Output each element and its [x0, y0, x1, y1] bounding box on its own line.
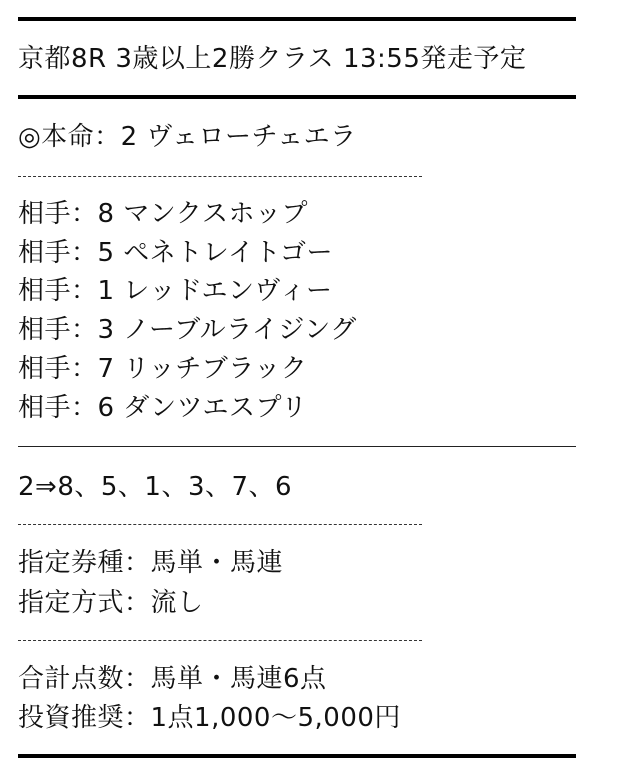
- dashed-divider: [18, 524, 422, 525]
- aite-item: 相手：5 ペネトレイトゴー: [18, 238, 333, 268]
- top-divider: [18, 17, 576, 21]
- stake-recommendation: 投資推奨：1点1,000〜5,000円: [18, 703, 401, 733]
- total-points: 合計点数：馬単・馬連6点: [18, 664, 327, 694]
- race-title: 京都8R 3歳以上2勝クラス 13:55発走予定: [18, 44, 527, 74]
- aite-item: 相手：8 マンクスホップ: [18, 199, 309, 229]
- formation-line: 2⇒8、5、1、3、7、6: [18, 472, 293, 502]
- aite-item: 相手：1 レッドエンヴィー: [18, 276, 333, 306]
- bet-kind: 指定券種：馬単・馬連: [18, 548, 284, 578]
- dashed-divider: [18, 176, 422, 177]
- header-divider: [18, 95, 576, 99]
- section-divider: [18, 446, 576, 447]
- dashed-divider: [18, 640, 422, 641]
- aite-item: 相手：6 ダンツエスプリ: [18, 393, 308, 423]
- aite-item: 相手：3 ノーブルライジング: [18, 315, 357, 345]
- honmei-pick: ◎本命：2 ヴェローチェエラ: [18, 122, 357, 152]
- bottom-divider: [18, 754, 576, 758]
- bet-method: 指定方式：流し: [18, 588, 204, 618]
- aite-item: 相手：7 リッチブラック: [18, 354, 308, 384]
